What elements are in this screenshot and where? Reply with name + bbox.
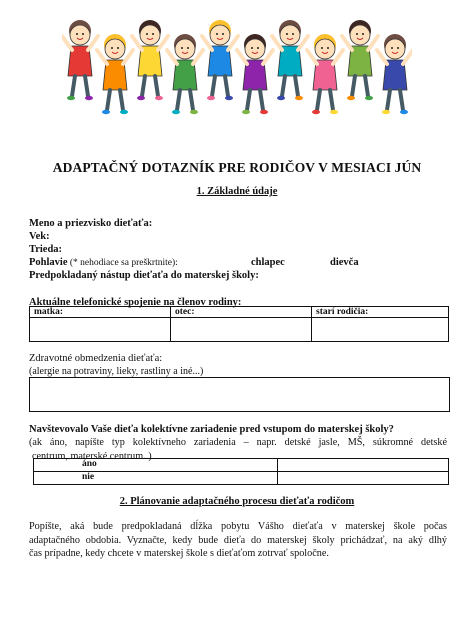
- health-heading: Zdravotné obmedzenia dieťaťa:: [29, 353, 163, 364]
- health-input-box[interactable]: [29, 377, 450, 412]
- attendance-no-cell[interactable]: [278, 472, 449, 485]
- contact-grandparents-header: starí rodičia:: [312, 307, 449, 318]
- contact-mother-cell[interactable]: [30, 318, 171, 342]
- child-name-label: Meno a priezvisko dieťaťa:: [29, 218, 153, 229]
- attendance-note-line-1: (ak áno, napíšte typ kolektívneho zariadenia – napr. detské jasle, MŠ, súkromné detské: [29, 437, 447, 448]
- attendance-table: [33, 458, 449, 485]
- attendance-yes-label: áno: [34, 459, 278, 472]
- contacts-table: [29, 306, 449, 342]
- instructions-line-3: čas prípadne, kedy chcete v materskej škole s dieťaťom zotrvať spoločne.: [29, 548, 329, 559]
- child-figure: [237, 34, 273, 114]
- child-figure: [62, 20, 98, 100]
- contact-father-header: otec:: [171, 307, 312, 318]
- document-title: ADAPTAČNÝ DOTAZNÍK PRE RODIČOV V MESIACI JÚN: [52, 160, 422, 175]
- gender-label: Pohlavie: [29, 257, 68, 268]
- section-1-heading-text: 1. Základné údaje: [196, 186, 278, 197]
- section-2-heading: [0, 496, 474, 507]
- contacts-heading: Aktuálne telefonické spojenie na členov rodiny:: [29, 297, 242, 308]
- section-2-heading-text: 2. Plánovanie adaptačného procesu dieťaťa rodičom: [119, 496, 355, 507]
- start-date-label: Predpokladaný nástup dieťaťa do materskej školy:: [29, 270, 259, 281]
- gender-option-girl[interactable]: dievča: [330, 257, 359, 268]
- instructions-line-1: Popíšte, aká bude predpokladaná dĺžka pobytu Vášho dieťaťa v materskej škole počas: [29, 521, 447, 532]
- contact-grandparents-cell[interactable]: [312, 318, 449, 342]
- contact-father-cell[interactable]: [171, 318, 312, 342]
- child-figure: [97, 34, 133, 114]
- attendance-yes-cell[interactable]: [278, 459, 449, 472]
- adaptation-instructions: [29, 520, 447, 561]
- attendance-note-line-2: centrum, materské centrum..): [32, 450, 152, 462]
- attendance-no-label: nie: [34, 472, 278, 485]
- gender-row: [29, 257, 178, 268]
- age-label: Vek:: [29, 231, 50, 242]
- child-figure: [132, 20, 168, 100]
- child-figure: [202, 20, 238, 100]
- gender-note: (* nehodiace sa preškrtnite):: [67, 258, 178, 268]
- child-figure: [377, 34, 412, 114]
- gender-option-boy[interactable]: chlapec: [251, 257, 285, 268]
- health-note: (alergie na potraviny, lieky, rastliny a iné...): [29, 366, 204, 377]
- class-label: Trieda:: [29, 244, 63, 255]
- child-figure: [342, 20, 378, 100]
- children-holding-hands-illustration: [62, 6, 412, 136]
- section-1-heading: [0, 186, 474, 197]
- child-figure: [307, 34, 343, 114]
- child-figure: [272, 20, 308, 100]
- contact-mother-header: matka:: [30, 307, 171, 318]
- instructions-line-2: adaptačného obdobia. Vyznačte, kedy bude dieťa do materskej školy prichádzať, na aký dlhý: [29, 534, 447, 546]
- attendance-question: Navštevovalo Vaše dieťa kolektívne zariadenie pred vstupom do materskej školy?: [29, 424, 394, 435]
- child-figure: [167, 34, 203, 114]
